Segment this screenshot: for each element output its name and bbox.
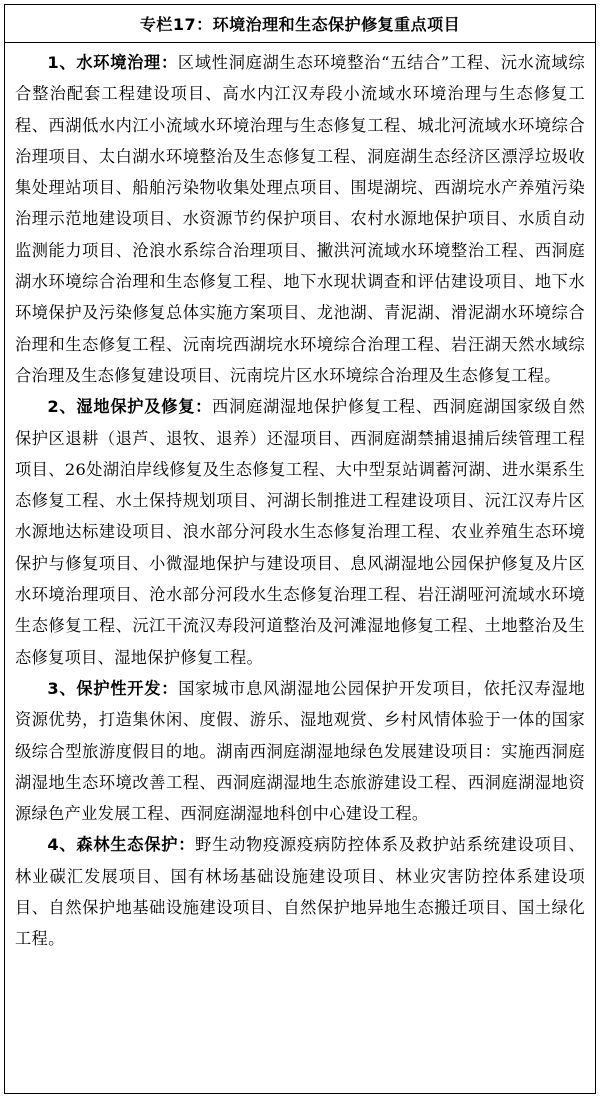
section-heading: 1、水环境治理： [47, 53, 178, 72]
section-body: 区域性洞庭湖生态环境整治“五结合”工程、沅水流域综合整治配套工程建设项目、高水内江汉寿段小流域水环境治理与生态修复工程、西湖低水内江小流域水环境治理与生态修复工程、城北河流域水环境综合治理项目、太白湖水环境整治及生态修复工程、洞庭湖生态经济区漂浮垃圾收集处理站项目、船舶污染物收集处理点项目、围堤湖垸、西湖垸水产养殖污染治理示范地建设项目、水资源节约保护项目、农村水源地保护项目、水质自动监测能力项目、沧浪水系综合治理项目、撇洪河流域水环境整治工程、西洞庭湖水环境综合治理和生态修复工程、地下水现状调查和评估建设项目、地下水环境保护及污染修复总体实施方案项目、龙池湖、青泥湖、滑泥湖水环境综合治理和生态修复工程、沅南垸西湖垸水环境综合治理工程、岩汪湖天然水域综合治理及生态修复建设项目、沅南垸片区水环境综合治理及生态修复工程。 [15, 53, 585, 385]
section-wetland-protection [15, 391, 585, 673]
column-content [5, 43, 595, 955]
section-water-environment [15, 47, 585, 391]
section-body: 国家城市息风湖湿地公园保护开发项目，依托汉寿湿地资源优势，打造集休闲、度假、游乐、湿地观赏、乡村风情体验于一体的国家级综合型旅游度假目的地。湖南西洞庭湖湿地绿色发展建设项目：实施西洞庭湖湿地生态环境改善工程、西洞庭湖湿地生态旅游建设工程、西洞庭湖湿地资源绿色产业发展工程、西洞庭湖湿地科创中心建设工程。 [15, 678, 585, 824]
column-title: 专栏17：环境治理和生态保护修复重点项目 [5, 5, 595, 43]
section-body: 西洞庭湖湿地保护修复工程、西洞庭湖国家级自然保护区退耕（退芦、退牧、退养）还湿项目、西洞庭湖禁捕退捕后续管理工程项目、26处湖泊岸线修复及生态修复工程、大中型泵站调蓄河湖、进水渠系生态修复工程、水土保持规划项目、河湖长制推进工程建设项目、沅江汉寿片区水源地达标建设项目、浪水部分河段水生态修复治理工程、农业养殖生态环境保护与修复项目、小微湿地保护与建设项目、息风湖湿地公园保护修复及片区水环境治理项目、沧水部分河段水生态修复治理工程、岩汪湖哑河流域水环境生态修复工程、沅江干流汉寿段河道整治及河滩湿地修复工程、土地整治及生态修复项目、湿地保护修复工程。 [15, 397, 585, 667]
section-heading: 4、森林生态保护： [47, 835, 196, 855]
section-forest-ecology [15, 829, 585, 954]
section-heading: 2、湿地保护及修复： [47, 397, 213, 417]
section-body: 野生动物疫源疫病防控体系及救护站系统建设项目、林业碳汇发展项目、国有林场基础设施建设项目、林业灾害防控体系建设项目、自然保护地基础设施建设项目、自然保护地异地生态搬迁项目、国土绿化工程。 [15, 835, 585, 949]
section-heading: 3、保护性开发： [47, 678, 179, 698]
section-protective-development [15, 673, 585, 829]
project-column-box [4, 4, 596, 1094]
